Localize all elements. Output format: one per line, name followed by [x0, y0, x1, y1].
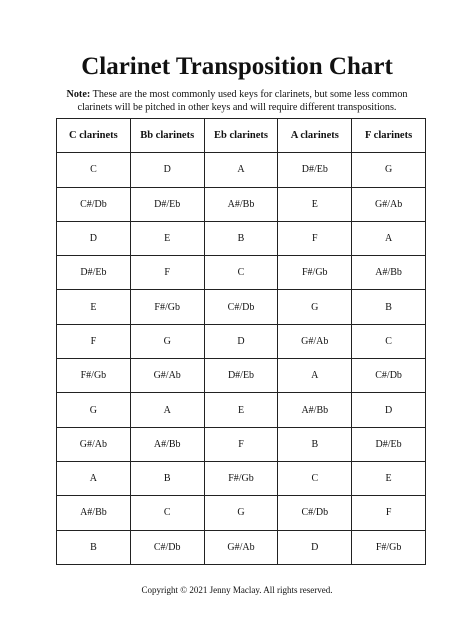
table-cell: C#/Db: [204, 290, 278, 324]
table-row: [57, 530, 426, 564]
table-cell: C#/Db: [130, 530, 204, 564]
note-label: Note:: [66, 89, 91, 100]
table-cell: B: [130, 461, 204, 495]
table-cell: D#/Eb: [278, 153, 352, 187]
table-cell: D#/Eb: [130, 187, 204, 221]
table-cell: D: [278, 530, 352, 564]
table-row: [57, 461, 426, 495]
table-cell: G: [57, 393, 131, 427]
column-header-f-clarinets: F clarinets: [352, 119, 426, 153]
table-body: [57, 153, 426, 565]
table-cell: B: [57, 530, 131, 564]
column-header-a-clarinets: A clarinets: [278, 119, 352, 153]
table-cell: D#/Eb: [204, 359, 278, 393]
table-cell: C: [57, 153, 131, 187]
table-row: [57, 324, 426, 358]
table-cell: E: [204, 393, 278, 427]
table-row: [57, 153, 426, 187]
table-cell: G: [278, 290, 352, 324]
table-cell: G: [130, 324, 204, 358]
table-row: [57, 221, 426, 255]
table-cell: D: [204, 324, 278, 358]
table-cell: G#/Ab: [278, 324, 352, 358]
table-cell: B: [204, 221, 278, 255]
table-cell: A#/Bb: [57, 496, 131, 530]
table-cell: F#/Gb: [57, 359, 131, 393]
table-cell: F#/Gb: [204, 461, 278, 495]
table-cell: G#/Ab: [57, 427, 131, 461]
table-cell: D#/Eb: [57, 256, 131, 290]
table-cell: F: [130, 256, 204, 290]
table-row: [57, 393, 426, 427]
table-cell: E: [57, 290, 131, 324]
table-cell: C#/Db: [278, 496, 352, 530]
transposition-table: [56, 118, 426, 565]
table-cell: B: [278, 427, 352, 461]
table-cell: E: [130, 221, 204, 255]
table-row: [57, 290, 426, 324]
table-cell: C: [130, 496, 204, 530]
copyright-footer: Copyright © 2021 Jenny Maclay. All rights reserved.: [141, 585, 333, 595]
table-cell: G: [204, 496, 278, 530]
table-cell: D: [130, 153, 204, 187]
column-header-bb-clarinets: Bb clarinets: [130, 119, 204, 153]
table-cell: F#/Gb: [352, 530, 426, 564]
table-row: [57, 187, 426, 221]
table-cell: F: [204, 427, 278, 461]
table-cell: E: [352, 461, 426, 495]
table-cell: C#/Db: [352, 359, 426, 393]
column-header-c-clarinets: C clarinets: [57, 119, 131, 153]
table-cell: F#/Gb: [130, 290, 204, 324]
table-cell: A: [130, 393, 204, 427]
table-cell: A: [204, 153, 278, 187]
table-cell: A#/Bb: [204, 187, 278, 221]
table-cell: G: [352, 153, 426, 187]
table-cell: A: [278, 359, 352, 393]
table-cell: A: [57, 461, 131, 495]
table-cell: C#/Db: [57, 187, 131, 221]
table-row: [57, 359, 426, 393]
page-title: Clarinet Transposition Chart: [81, 53, 393, 80]
column-header-eb-clarinets: Eb clarinets: [204, 119, 278, 153]
table-cell: A#/Bb: [352, 256, 426, 290]
table-cell: E: [278, 187, 352, 221]
table-cell: A#/Bb: [130, 427, 204, 461]
table-cell: D#/Eb: [352, 427, 426, 461]
table-row: [57, 496, 426, 530]
table-cell: D: [57, 221, 131, 255]
table-cell: C: [352, 324, 426, 358]
table-cell: F#/Gb: [278, 256, 352, 290]
table-cell: G#/Ab: [204, 530, 278, 564]
table-header-row: [57, 119, 426, 153]
table-cell: F: [57, 324, 131, 358]
note-paragraph: [60, 88, 414, 114]
table-cell: A#/Bb: [278, 393, 352, 427]
table-cell: C: [204, 256, 278, 290]
table-cell: C: [278, 461, 352, 495]
table-cell: G#/Ab: [130, 359, 204, 393]
table-cell: G#/Ab: [352, 187, 426, 221]
table-row: [57, 427, 426, 461]
table-cell: B: [352, 290, 426, 324]
note-text: These are the most commonly used keys for clarinets, but some less common clarinets will be pitched in other keys and will require different transpositions.: [77, 89, 408, 113]
table-cell: D: [352, 393, 426, 427]
table-row: [57, 256, 426, 290]
table-cell: A: [352, 221, 426, 255]
table-cell: F: [278, 221, 352, 255]
table-cell: F: [352, 496, 426, 530]
